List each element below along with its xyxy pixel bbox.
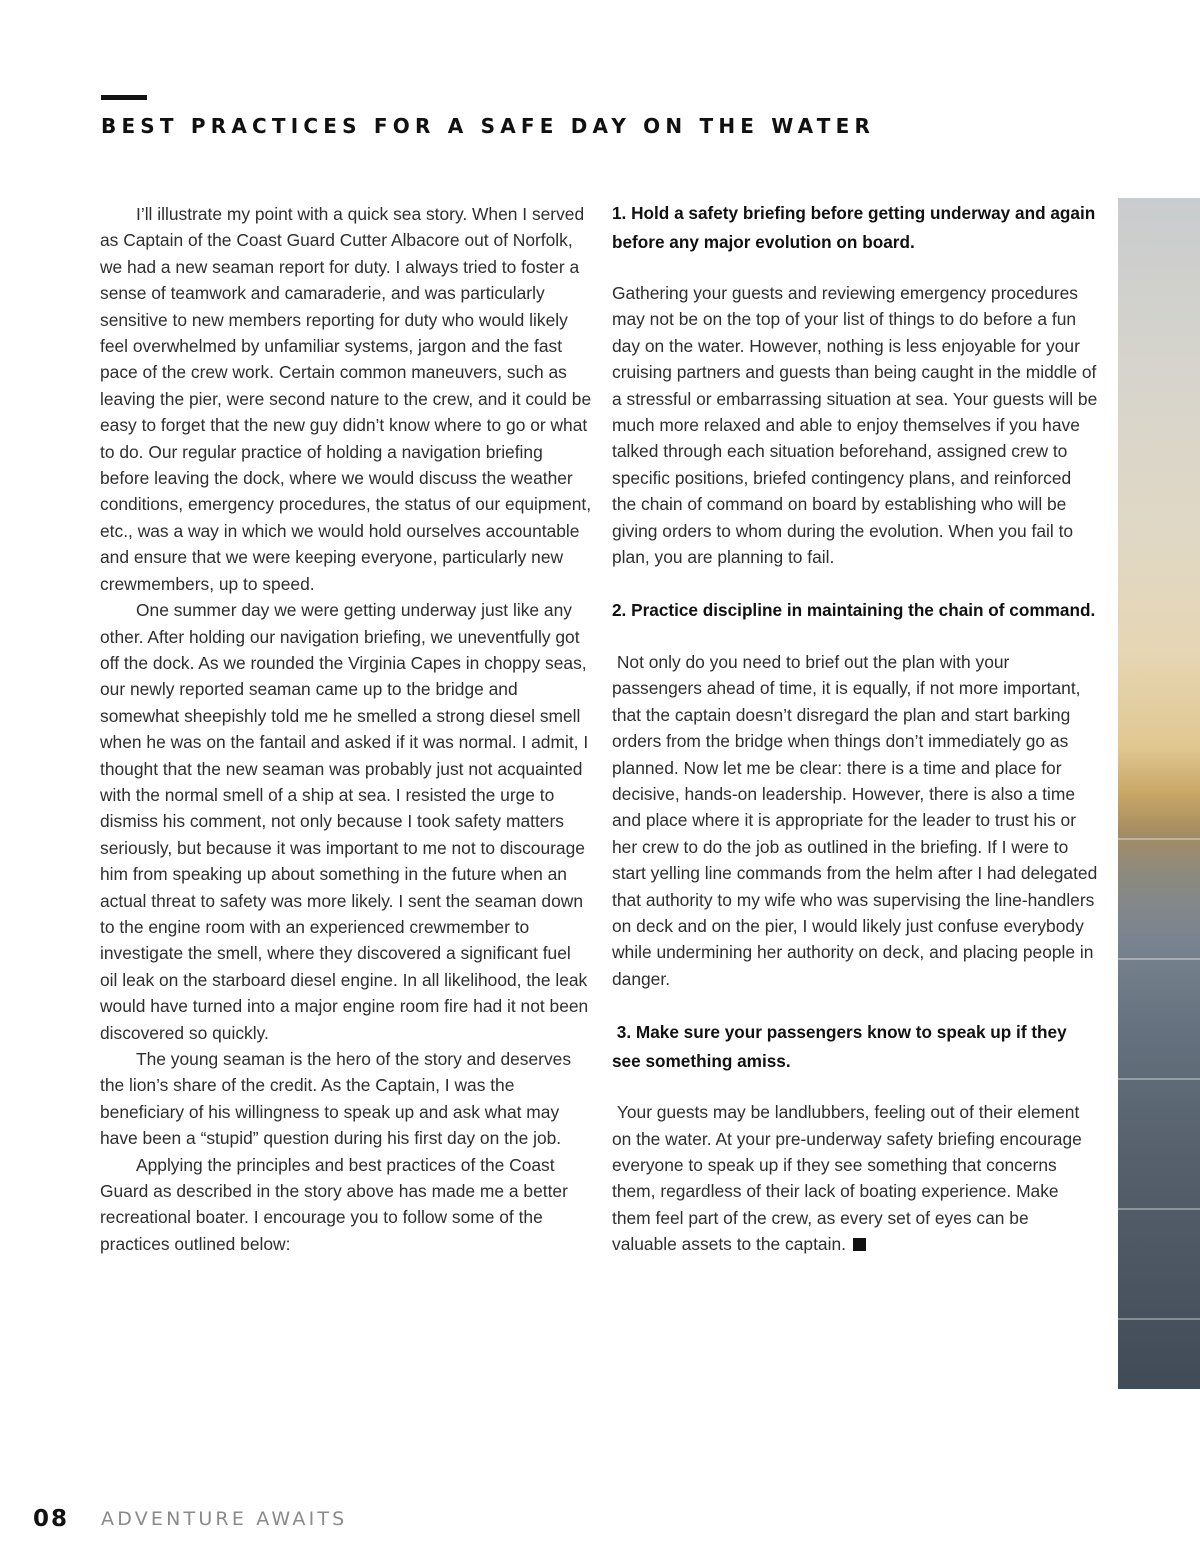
wave-highlight bbox=[1118, 1208, 1200, 1210]
header-rule bbox=[101, 95, 147, 100]
publication-title: ADVENTURE AWAITS bbox=[101, 1508, 348, 1530]
practice-1-heading: 1. Hold a safety briefing before getting underway and again before any major evolution on board. bbox=[612, 203, 1096, 252]
page-title: BEST PRACTICES FOR A SAFE DAY ON THE WATER bbox=[101, 114, 876, 138]
wave-highlight bbox=[1118, 838, 1200, 840]
page-number: 08 bbox=[33, 1506, 70, 1532]
end-mark-icon bbox=[853, 1238, 866, 1251]
wave-highlight bbox=[1118, 1318, 1200, 1320]
practice-2-body-text: Not only do you need to brief out the plan with your passengers ahead of time, it is equally, if not more important, that the captain doesn’t disregard the plan and start barking orders from the bridge when things don’t immediately go as planned. Now let me be clear: there is a time and place for decisive, hands-on leadership. However, there is also a time and place where it is appropriate for the leader to trust his or her crew to do the job as outlined in the briefing. If I were to start yelling line commands from the helm after I had delegated that authority to my wife who was supervising the line-handlers on deck and on the pier, I would likely just confuse everybody while undermining her authority on deck, and placing people in danger. bbox=[612, 651, 1098, 989]
practice-3-heading bbox=[612, 1018, 1098, 1075]
story-paragraph-3: The young seaman is the hero of the story and deserves the lion’s share of the credit. As the Captain, I was the beneficiary of his willingness to speak up and ask what may have been a “stupid” question during his first day on the job. bbox=[100, 1049, 572, 1149]
practice-1-body: Gathering your guests and reviewing emergency procedures may not be on the top of your list of things to do before a fun day on the water. However, nothing is less enjoyable for your cruising partners and guests than being caught in the middle of a stressful or embarrassing situation at sea. Your guests will be much more relaxed and able to enjoy themselves if you have talked through each situation beforehand, assigned crew to specific positions, briefed contingency plans, and reinforced the chain of command on board by establishing who will be giving orders to whom during the evolution. When you fail to plan, you are planning to fail. bbox=[612, 283, 1098, 568]
wave-highlight bbox=[1118, 1078, 1200, 1080]
practice-3-body-text: Your guests may be landlubbers, feeling out of their element on the water. At your pre-underway safety briefing encourage everyone to speak up if they see something that concerns them, regardless of their lack of boating experience. Make them feel part of the crew, as every set of eyes can be valuable assets to the captain. bbox=[612, 1102, 1082, 1255]
story-paragraph-1: I’ll illustrate my point with a quick sea story. When I served as Captain of the Coast Guard Cutter Albacore out of Norfolk, we had a new seaman report for duty. I always tried to foster a sense of teamwork and camaraderie, and was particularly sensitive to new members reporting for duty who would likely feel overwhelmed by unfamiliar systems, jargon and the fast pace of the crew work. Certain common maneuvers, such as leaving the pier, were second nature to the crew, and it could be easy to forget that the new guy didn’t know where to go or what to do. Our regular practice of holding a navigation briefing before leaving the dock, where we would discuss the weather conditions, emergency procedures, the status of our equipment, etc., was a way in which we would hold ourselves accountable and ensure that we were keeping everyone, particularly new crewmembers, up to speed. bbox=[100, 204, 592, 594]
practice-3-body bbox=[612, 1099, 1098, 1257]
left-column bbox=[100, 201, 592, 1257]
sea-photo-strip bbox=[1118, 198, 1200, 1389]
right-column bbox=[612, 199, 1098, 1258]
practice-3-heading-text: 3. Make sure your passengers know to speak up if they see something amiss. bbox=[612, 1022, 1067, 1071]
story-paragraph-4: Applying the principles and best practices of the Coast Guard as described in the story above has made me a better recreational boater. I encourage you to follow some of the practices outlined below: bbox=[100, 1154, 568, 1254]
story-paragraph-2: One summer day we were getting underway just like any other. After holding our navigation briefing, we uneventfully got off the dock. As we rounded the Virginia Capes in choppy seas, our newly reported seaman came up to the bridge and somewhat sheepishly told me he smelled a strong diesel smell when he was on the fantail and asked if it was normal. I admit, I thought that the new seaman was probably just not acquainted with the normal smell of a ship at sea. I resisted the urge to dismiss his comment, not only because I took safety matters seriously, but because it was important to me not to discourage him from speaking up about something in the future when an actual threat to safety was more likely. I sent the seaman down to the engine room with an experienced crewmember to investigate the smell, where they discovered a significant fuel oil leak on the starboard diesel engine. In all likelihood, the leak would have turned into a major engine room fire had it not been discovered so quickly. bbox=[100, 600, 589, 1043]
wave-highlight bbox=[1118, 958, 1200, 960]
practice-2-heading: 2. Practice discipline in maintaining the chain of command. bbox=[612, 600, 1096, 621]
practice-2-body bbox=[612, 649, 1098, 992]
